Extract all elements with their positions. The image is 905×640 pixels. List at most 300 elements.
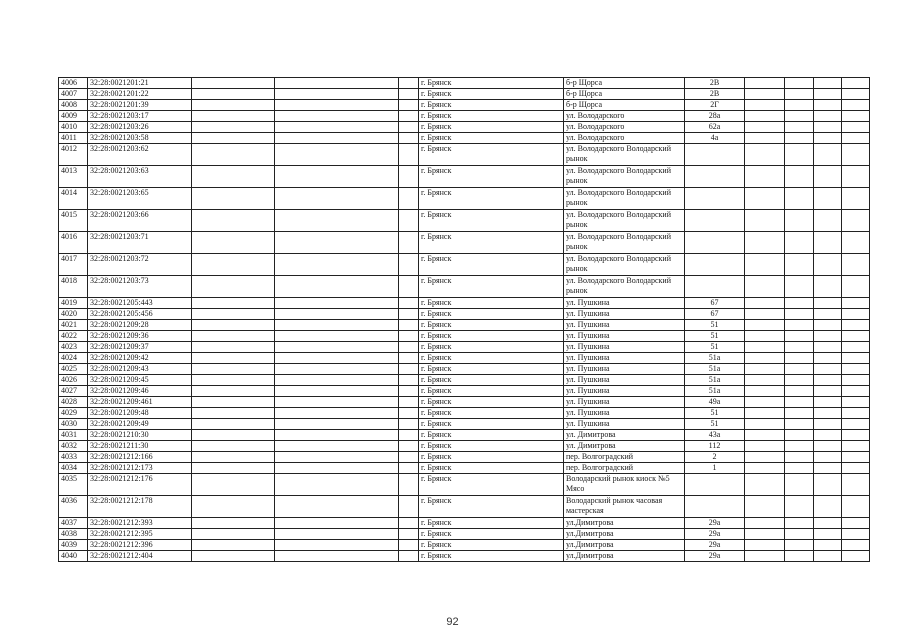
empty-cell	[399, 364, 419, 375]
table-row	[59, 254, 870, 276]
row-number-cell: 4013	[59, 166, 88, 188]
city-cell: г. Брянск	[419, 210, 564, 232]
empty-cell	[745, 78, 785, 89]
empty-cell	[814, 496, 842, 518]
empty-cell	[192, 89, 275, 100]
empty-cell	[275, 496, 399, 518]
empty-cell	[192, 375, 275, 386]
empty-cell	[745, 89, 785, 100]
empty-cell	[192, 122, 275, 133]
empty-cell	[842, 463, 870, 474]
row-number-cell: 4027	[59, 386, 88, 397]
empty-cell	[842, 496, 870, 518]
cadastral-number-cell: 32:28:0021212:393	[88, 518, 192, 529]
city-cell: г. Брянск	[419, 309, 564, 320]
empty-cell	[399, 166, 419, 188]
house-number-cell: 2В	[685, 89, 745, 100]
house-number-cell	[685, 188, 745, 210]
empty-cell	[814, 551, 842, 562]
table-row	[59, 298, 870, 309]
street-cell: Володарский рынок часовая мастерская	[564, 496, 685, 518]
city-cell: г. Брянск	[419, 463, 564, 474]
table-row	[59, 386, 870, 397]
street-cell: ул. Пушкина	[564, 320, 685, 331]
city-cell: г. Брянск	[419, 441, 564, 452]
cadastral-number-cell: 32:28:0021203:73	[88, 276, 192, 298]
empty-cell	[192, 78, 275, 89]
cadastral-number-cell: 32:28:0021212:178	[88, 496, 192, 518]
empty-cell	[785, 331, 814, 342]
empty-cell	[842, 364, 870, 375]
empty-cell	[785, 496, 814, 518]
city-cell: г. Брянск	[419, 518, 564, 529]
row-number-cell: 4032	[59, 441, 88, 452]
table-row	[59, 232, 870, 254]
empty-cell	[814, 111, 842, 122]
cadastral-number-cell: 32:28:0021203:63	[88, 166, 192, 188]
empty-cell	[745, 430, 785, 441]
row-number-cell: 4039	[59, 540, 88, 551]
city-cell: г. Брянск	[419, 529, 564, 540]
street-cell: ул. Володарского Володарский рынок	[564, 144, 685, 166]
empty-cell	[745, 529, 785, 540]
empty-cell	[192, 430, 275, 441]
empty-cell	[275, 551, 399, 562]
cadastral-number-cell: 32:28:0021212:173	[88, 463, 192, 474]
cadastral-number-cell: 32:28:0021212:395	[88, 529, 192, 540]
empty-cell	[745, 518, 785, 529]
empty-cell	[275, 166, 399, 188]
empty-cell	[745, 452, 785, 463]
house-number-cell: 43а	[685, 430, 745, 441]
empty-cell	[842, 78, 870, 89]
cadastral-number-cell: 32:28:0021209:37	[88, 342, 192, 353]
empty-cell	[399, 232, 419, 254]
table-row	[59, 397, 870, 408]
street-cell: ул.Димитрова	[564, 551, 685, 562]
table-row	[59, 408, 870, 419]
empty-cell	[399, 122, 419, 133]
empty-cell	[399, 540, 419, 551]
empty-cell	[814, 122, 842, 133]
empty-cell	[192, 386, 275, 397]
street-cell: ул. Пушкина	[564, 419, 685, 430]
empty-cell	[399, 276, 419, 298]
empty-cell	[745, 276, 785, 298]
row-number-cell: 4012	[59, 144, 88, 166]
city-cell: г. Брянск	[419, 496, 564, 518]
cadastral-number-cell: 32:28:0021212:166	[88, 452, 192, 463]
house-number-cell: 29а	[685, 518, 745, 529]
city-cell: г. Брянск	[419, 100, 564, 111]
empty-cell	[842, 166, 870, 188]
empty-cell	[814, 210, 842, 232]
empty-cell	[399, 210, 419, 232]
empty-cell	[192, 441, 275, 452]
cadastral-number-cell: 32:28:0021209:46	[88, 386, 192, 397]
empty-cell	[814, 166, 842, 188]
empty-cell	[399, 342, 419, 353]
city-cell: г. Брянск	[419, 188, 564, 210]
house-number-cell: 51а	[685, 353, 745, 364]
empty-cell	[399, 386, 419, 397]
empty-cell	[814, 408, 842, 419]
street-cell: б-р Щорса	[564, 100, 685, 111]
row-number-cell: 4020	[59, 309, 88, 320]
empty-cell	[745, 540, 785, 551]
street-cell: ул.Димитрова	[564, 529, 685, 540]
row-number-cell: 4015	[59, 210, 88, 232]
empty-cell	[192, 353, 275, 364]
row-number-cell: 4037	[59, 518, 88, 529]
empty-cell	[275, 254, 399, 276]
cadastral-number-cell: 32:28:0021205:443	[88, 298, 192, 309]
empty-cell	[745, 551, 785, 562]
empty-cell	[842, 331, 870, 342]
house-number-cell: 62а	[685, 122, 745, 133]
empty-cell	[785, 166, 814, 188]
empty-cell	[399, 452, 419, 463]
empty-cell	[842, 254, 870, 276]
row-number-cell: 4016	[59, 232, 88, 254]
empty-cell	[814, 298, 842, 309]
empty-cell	[275, 441, 399, 452]
cadastral-number-cell: 32:28:0021203:62	[88, 144, 192, 166]
empty-cell	[192, 210, 275, 232]
empty-cell	[192, 496, 275, 518]
empty-cell	[275, 331, 399, 342]
row-number-cell: 4036	[59, 496, 88, 518]
empty-cell	[814, 100, 842, 111]
empty-cell	[842, 529, 870, 540]
house-number-cell: 51	[685, 408, 745, 419]
empty-cell	[399, 78, 419, 89]
empty-cell	[814, 386, 842, 397]
empty-cell	[192, 474, 275, 496]
empty-cell	[192, 419, 275, 430]
table-row	[59, 78, 870, 89]
table-row	[59, 496, 870, 518]
empty-cell	[745, 463, 785, 474]
empty-cell	[275, 144, 399, 166]
empty-cell	[275, 342, 399, 353]
row-number-cell: 4028	[59, 397, 88, 408]
row-number-cell: 4007	[59, 89, 88, 100]
empty-cell	[745, 375, 785, 386]
empty-cell	[785, 122, 814, 133]
empty-cell	[745, 386, 785, 397]
empty-cell	[842, 133, 870, 144]
empty-cell	[745, 342, 785, 353]
street-cell: ул. Володарского Володарский рынок	[564, 276, 685, 298]
street-cell: ул. Пушкина	[564, 353, 685, 364]
empty-cell	[814, 375, 842, 386]
empty-cell	[275, 298, 399, 309]
row-number-cell: 4018	[59, 276, 88, 298]
empty-cell	[785, 430, 814, 441]
city-cell: г. Брянск	[419, 89, 564, 100]
empty-cell	[814, 430, 842, 441]
empty-cell	[814, 364, 842, 375]
empty-cell	[814, 529, 842, 540]
empty-cell	[192, 232, 275, 254]
table-row	[59, 441, 870, 452]
empty-cell	[745, 133, 785, 144]
empty-cell	[192, 166, 275, 188]
cadastral-number-cell: 32:28:0021203:26	[88, 122, 192, 133]
row-number-cell: 4019	[59, 298, 88, 309]
empty-cell	[192, 276, 275, 298]
empty-cell	[785, 364, 814, 375]
empty-cell	[785, 353, 814, 364]
empty-cell	[399, 188, 419, 210]
cadastral-number-cell: 32:28:0021201:39	[88, 100, 192, 111]
empty-cell	[399, 89, 419, 100]
empty-cell	[399, 254, 419, 276]
empty-cell	[745, 397, 785, 408]
row-number-cell: 4008	[59, 100, 88, 111]
empty-cell	[275, 309, 399, 320]
cadastral-number-cell: 32:28:0021209:461	[88, 397, 192, 408]
row-number-cell: 4030	[59, 419, 88, 430]
cadastral-number-cell: 32:28:0021212:396	[88, 540, 192, 551]
empty-cell	[842, 419, 870, 430]
empty-cell	[814, 78, 842, 89]
empty-cell	[814, 474, 842, 496]
empty-cell	[785, 100, 814, 111]
house-number-cell: 51	[685, 342, 745, 353]
empty-cell	[192, 100, 275, 111]
empty-cell	[814, 518, 842, 529]
empty-cell	[399, 309, 419, 320]
row-number-cell: 4021	[59, 320, 88, 331]
empty-cell	[399, 331, 419, 342]
table-row	[59, 188, 870, 210]
cadastral-number-cell: 32:28:0021203:65	[88, 188, 192, 210]
empty-cell	[814, 331, 842, 342]
empty-cell	[814, 89, 842, 100]
city-cell: г. Брянск	[419, 474, 564, 496]
house-number-cell	[685, 210, 745, 232]
house-number-cell	[685, 474, 745, 496]
city-cell: г. Брянск	[419, 144, 564, 166]
empty-cell	[814, 188, 842, 210]
empty-cell	[192, 463, 275, 474]
city-cell: г. Брянск	[419, 342, 564, 353]
empty-cell	[275, 364, 399, 375]
empty-cell	[745, 100, 785, 111]
empty-cell	[399, 133, 419, 144]
empty-cell	[399, 100, 419, 111]
empty-cell	[814, 320, 842, 331]
row-number-cell: 4034	[59, 463, 88, 474]
empty-cell	[399, 144, 419, 166]
street-cell: ул. Пушкина	[564, 342, 685, 353]
empty-cell	[785, 419, 814, 430]
row-number-cell: 4006	[59, 78, 88, 89]
empty-cell	[814, 254, 842, 276]
table-row	[59, 276, 870, 298]
street-cell: ул. Пушкина	[564, 331, 685, 342]
empty-cell	[814, 309, 842, 320]
empty-cell	[275, 397, 399, 408]
empty-cell	[192, 298, 275, 309]
empty-cell	[785, 551, 814, 562]
cadastral-number-cell: 32:28:0021203:72	[88, 254, 192, 276]
cadastral-number-cell: 32:28:0021209:42	[88, 353, 192, 364]
row-number-cell: 4017	[59, 254, 88, 276]
empty-cell	[745, 320, 785, 331]
empty-cell	[785, 210, 814, 232]
empty-cell	[745, 364, 785, 375]
empty-cell	[842, 144, 870, 166]
registry-table	[58, 77, 870, 562]
empty-cell	[785, 529, 814, 540]
house-number-cell: 51	[685, 331, 745, 342]
empty-cell	[785, 474, 814, 496]
empty-cell	[842, 342, 870, 353]
city-cell: г. Брянск	[419, 276, 564, 298]
empty-cell	[785, 144, 814, 166]
row-number-cell: 4010	[59, 122, 88, 133]
empty-cell	[275, 408, 399, 419]
empty-cell	[842, 397, 870, 408]
street-cell: Володарский рынок киоск №5 Мясо	[564, 474, 685, 496]
street-cell: ул. Володарского Володарский рынок	[564, 188, 685, 210]
empty-cell	[785, 254, 814, 276]
empty-cell	[842, 375, 870, 386]
empty-cell	[745, 122, 785, 133]
cadastral-number-cell: 32:28:0021201:21	[88, 78, 192, 89]
row-number-cell: 4009	[59, 111, 88, 122]
cadastral-number-cell: 32:28:0021209:28	[88, 320, 192, 331]
row-number-cell: 4024	[59, 353, 88, 364]
empty-cell	[275, 540, 399, 551]
house-number-cell	[685, 232, 745, 254]
empty-cell	[814, 144, 842, 166]
house-number-cell: 112	[685, 441, 745, 452]
street-cell: ул. Володарского	[564, 122, 685, 133]
house-number-cell: 51а	[685, 375, 745, 386]
empty-cell	[745, 254, 785, 276]
empty-cell	[745, 309, 785, 320]
empty-cell	[785, 408, 814, 419]
city-cell: г. Брянск	[419, 122, 564, 133]
street-cell: ул.Димитрова	[564, 540, 685, 551]
table-row	[59, 100, 870, 111]
street-cell: ул. Володарского Володарский рынок	[564, 166, 685, 188]
table-row	[59, 144, 870, 166]
cadastral-number-cell: 32:28:0021209:48	[88, 408, 192, 419]
empty-cell	[842, 540, 870, 551]
empty-cell	[842, 276, 870, 298]
street-cell: ул. Пушкина	[564, 397, 685, 408]
empty-cell	[745, 419, 785, 430]
empty-cell	[275, 276, 399, 298]
table-row	[59, 133, 870, 144]
house-number-cell: 51а	[685, 386, 745, 397]
empty-cell	[814, 452, 842, 463]
city-cell: г. Брянск	[419, 166, 564, 188]
street-cell: ул. Пушкина	[564, 309, 685, 320]
empty-cell	[275, 89, 399, 100]
house-number-cell: 51	[685, 320, 745, 331]
city-cell: г. Брянск	[419, 364, 564, 375]
table-row	[59, 375, 870, 386]
empty-cell	[192, 133, 275, 144]
row-number-cell: 4011	[59, 133, 88, 144]
house-number-cell: 4а	[685, 133, 745, 144]
row-number-cell: 4029	[59, 408, 88, 419]
empty-cell	[275, 474, 399, 496]
empty-cell	[192, 144, 275, 166]
cadastral-number-cell: 32:28:0021203:66	[88, 210, 192, 232]
street-cell: ул.Димитрова	[564, 518, 685, 529]
empty-cell	[745, 188, 785, 210]
city-cell: г. Брянск	[419, 353, 564, 364]
cadastral-number-cell: 32:28:0021205:456	[88, 309, 192, 320]
row-number-cell: 4023	[59, 342, 88, 353]
registry-table-body	[59, 78, 870, 562]
empty-cell	[399, 441, 419, 452]
empty-cell	[785, 540, 814, 551]
street-cell: ул. Пушкина	[564, 408, 685, 419]
city-cell: г. Брянск	[419, 111, 564, 122]
empty-cell	[785, 89, 814, 100]
house-number-cell	[685, 166, 745, 188]
empty-cell	[192, 254, 275, 276]
empty-cell	[842, 518, 870, 529]
empty-cell	[785, 441, 814, 452]
house-number-cell: 1	[685, 463, 745, 474]
empty-cell	[745, 474, 785, 496]
empty-cell	[842, 100, 870, 111]
table-row	[59, 364, 870, 375]
empty-cell	[275, 122, 399, 133]
street-cell: б-р Щорса	[564, 89, 685, 100]
empty-cell	[814, 419, 842, 430]
empty-cell	[275, 100, 399, 111]
empty-cell	[745, 331, 785, 342]
house-number-cell: 51	[685, 419, 745, 430]
city-cell: г. Брянск	[419, 397, 564, 408]
city-cell: г. Брянск	[419, 254, 564, 276]
empty-cell	[785, 397, 814, 408]
house-number-cell: 2Г	[685, 100, 745, 111]
cadastral-number-cell: 32:28:0021212:176	[88, 474, 192, 496]
empty-cell	[842, 210, 870, 232]
row-number-cell: 4022	[59, 331, 88, 342]
table-row	[59, 342, 870, 353]
street-cell: ул. Володарского Володарский рынок	[564, 232, 685, 254]
row-number-cell: 4025	[59, 364, 88, 375]
empty-cell	[785, 518, 814, 529]
empty-cell	[275, 463, 399, 474]
empty-cell	[192, 397, 275, 408]
empty-cell	[814, 353, 842, 364]
cadastral-number-cell: 32:28:0021201:22	[88, 89, 192, 100]
empty-cell	[842, 111, 870, 122]
empty-cell	[192, 331, 275, 342]
empty-cell	[399, 551, 419, 562]
house-number-cell: 2В	[685, 78, 745, 89]
house-number-cell: 49а	[685, 397, 745, 408]
empty-cell	[785, 276, 814, 298]
empty-cell	[275, 430, 399, 441]
empty-cell	[275, 386, 399, 397]
table-row	[59, 331, 870, 342]
house-number-cell: 29а	[685, 551, 745, 562]
